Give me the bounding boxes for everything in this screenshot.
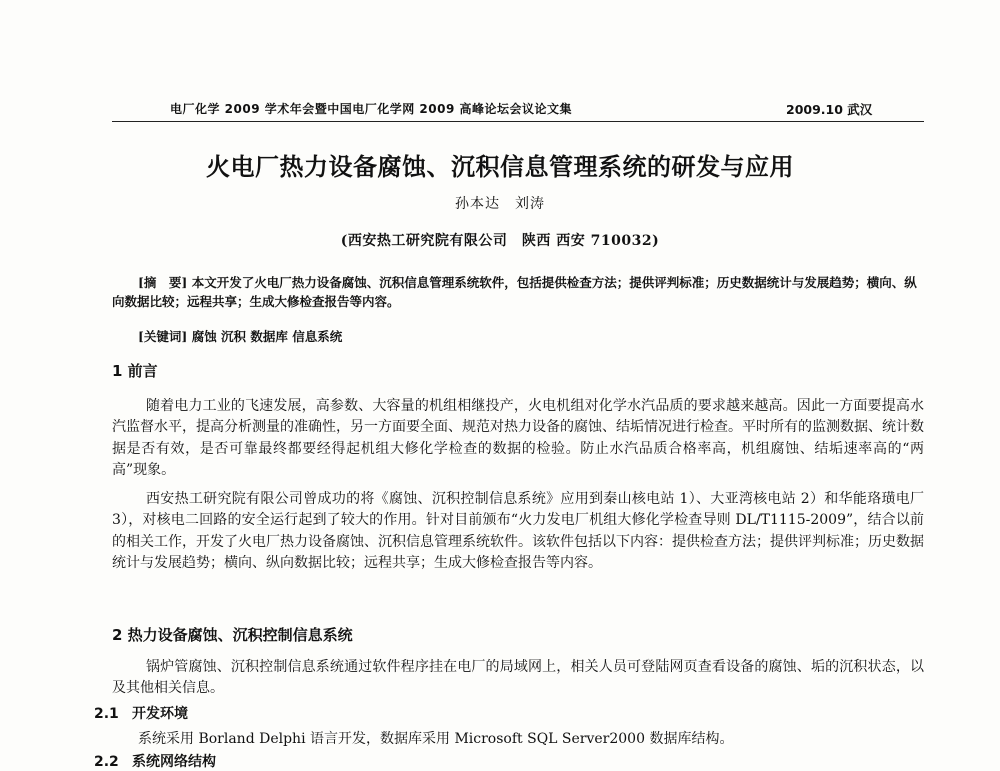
abstract-text: 本文开发了火电厂热力设备腐蚀、沉积信息管理系统软件，包括提供检查方法；提供评判标准；历史数据统计与发展趋势；横向、纵向数据比较；远程共享；生成大修检查报告等内容。 — [112, 275, 917, 309]
authors: 孙本达 刘涛 — [455, 196, 545, 212]
subsection-2-2-title: 系统网络结构 — [132, 754, 216, 770]
section-1-paragraph-2: 西安热工研究院有限公司曾成功的将《腐蚀、沉积控制信息系统》应用到秦山核电站 1）、大亚湾核电站 2）和华能珞璜电厂 3），对核电二回路的安全运行起到了较大的作用。针对目前颁布“火力发电厂机组大修化学检查导则 DL/T1115-2009”，结合以前的相关工作，开发了火电厂热力设备腐蚀、沉积信息管理系统软件。该软件包括以下内容：提供检查方法；提供评判标准；历史数据统计与发展趋势；横向、纵向数据比较；远程共享；生成大修检查报告等内容。 — [112, 491, 924, 571]
subsection-2-1-heading — [94, 703, 188, 723]
subsection-2-1-text: 系统采用 Borland Delphi 语言开发，数据库采用 Microsoft SQL Server2000 数据库结构。 — [138, 731, 734, 747]
header-rule — [112, 121, 924, 122]
subsection-2-2-heading — [94, 751, 216, 771]
running-header-right: 2009.10 武汉 — [786, 102, 873, 117]
running-header-left: 电厂化学 2009 学术年会暨中国电厂化学网 2009 高峰论坛会议论文集 — [170, 102, 573, 116]
subsection-2-1-title: 开发环境 — [132, 706, 188, 722]
subsection-2-2-number: 2.2 — [94, 754, 119, 770]
abstract-label: [摘 要] — [138, 275, 188, 290]
subsection-2-1-number: 2.1 — [94, 706, 119, 722]
paper-title: 火电厂热力设备腐蚀、沉积信息管理系统的研发与应用 — [206, 153, 794, 181]
section-1-paragraph-1: 随着电力工业的飞速发展，高参数、大容量的机组相继投产，火电机组对化学水汽品质的要求越来越高。因此一方面要提高水汽监督水平，提高分析测量的准确性，另一方面要全面、规范对热力设备的腐蚀、结垢情况进行检查。平时所有的监测数据、统计数据是否有效，是否可靠最终都要经得起机组大修化学检查的数据的检验。防止水汽品质合格率高，机组腐蚀、结垢速率高的“两高”现象。 — [112, 398, 924, 478]
section-1-heading: 1 前言 — [112, 362, 158, 380]
section-2-paragraph: 锅炉管腐蚀、沉积控制信息系统通过软件程序挂在电厂的局域网上，相关人员可登陆网页查看设备的腐蚀、垢的沉积状态，以及其他相关信息。 — [112, 659, 924, 697]
affiliation: (西安热工研究院有限公司 陕西 西安 710032) — [340, 233, 660, 249]
keywords — [138, 327, 342, 345]
keywords-label: [关键词] — [138, 329, 188, 344]
abstract — [112, 273, 924, 311]
section-2-heading: 2 热力设备腐蚀、沉积控制信息系统 — [112, 626, 353, 644]
keywords-text: 腐蚀 沉积 数据库 信息系统 — [187, 329, 343, 344]
